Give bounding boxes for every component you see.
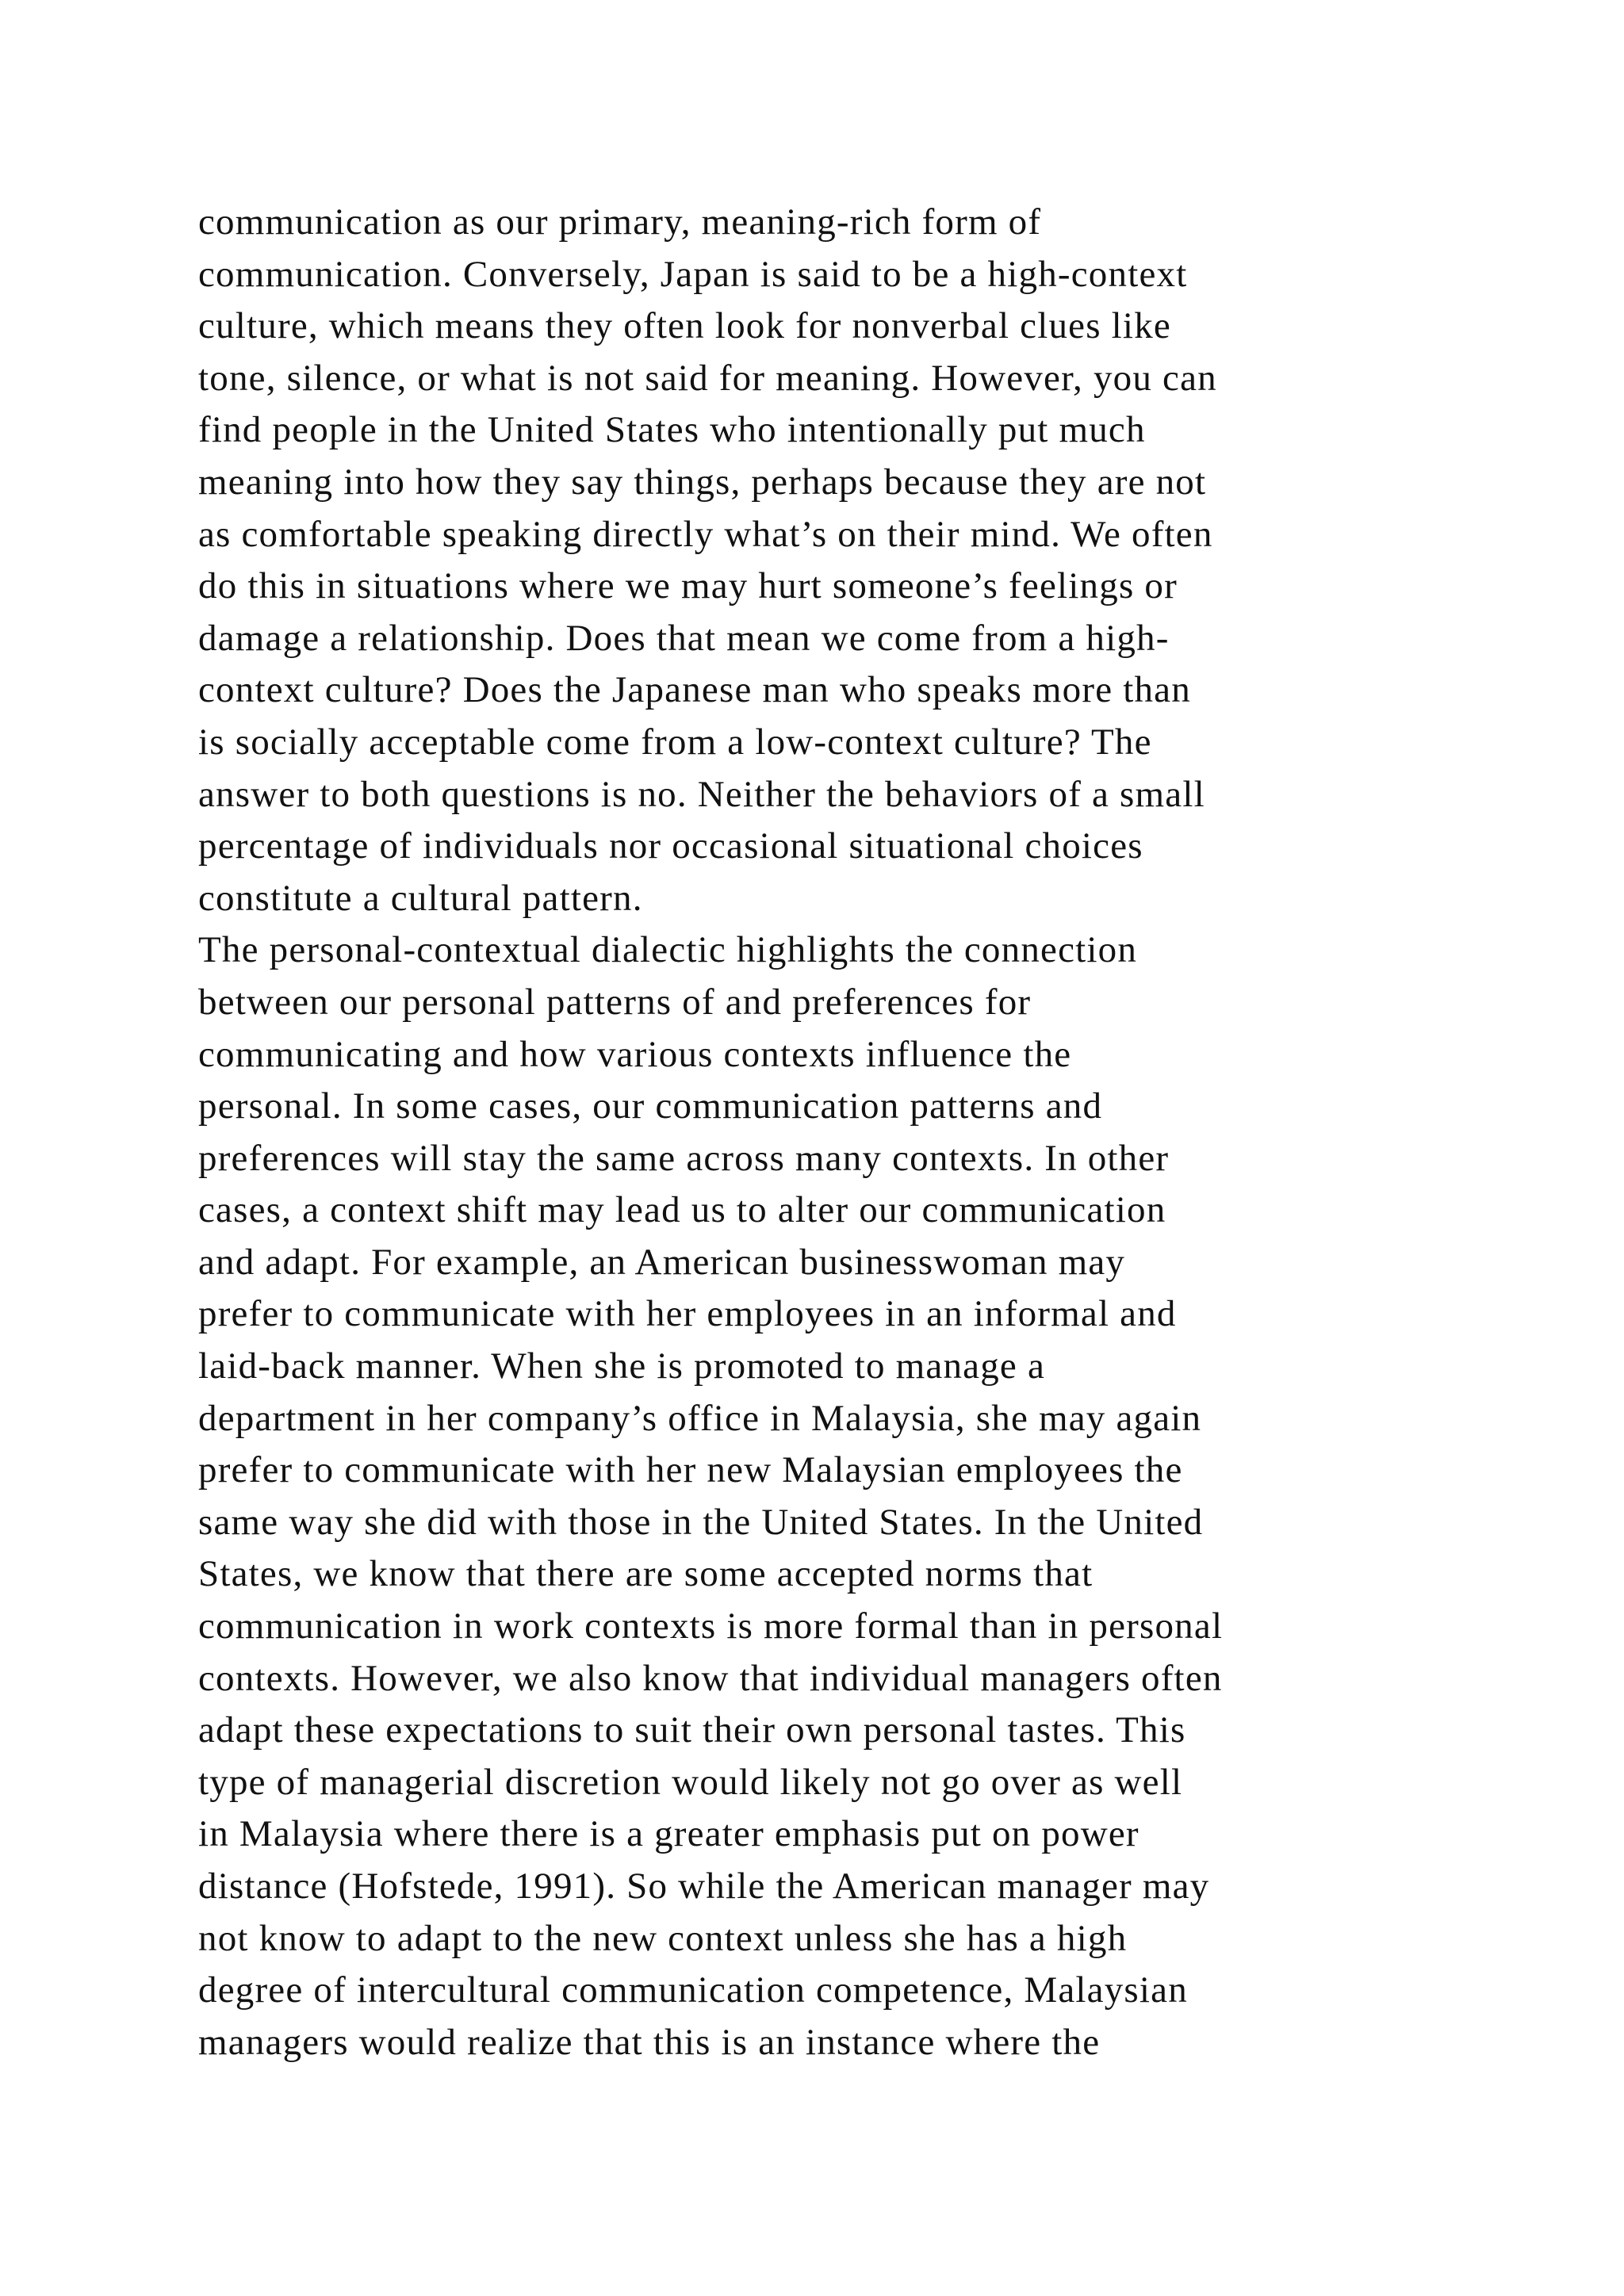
text-line: type of managerial discretion would likely not go over as well bbox=[198, 1761, 1183, 1803]
text-line: and adapt. For example, an American businesswoman may bbox=[198, 1241, 1126, 1283]
text-line: communication as our primary, meaning-rich form of bbox=[198, 201, 1042, 243]
text-line: between our personal patterns of and preferences for bbox=[198, 981, 1032, 1023]
text-line: constitute a cultural pattern. bbox=[198, 877, 643, 919]
body-text bbox=[198, 197, 1467, 2068]
text-line: as comfortable speaking directly what’s on their mind. We often bbox=[198, 513, 1213, 555]
text-line: answer to both questions is no. Neither the behaviors of a small bbox=[198, 773, 1205, 815]
text-line: personal. In some cases, our communication patterns and bbox=[198, 1085, 1103, 1127]
text-line: culture, which means they often look for nonverbal clues like bbox=[198, 305, 1171, 347]
text-line: laid-back manner. When she is promoted to manage a bbox=[198, 1345, 1045, 1387]
text-line: prefer to communicate with her employees in an informal and bbox=[198, 1293, 1177, 1335]
text-line: meaning into how they say things, perhaps because they are not bbox=[198, 461, 1207, 503]
text-line: States, we know that there are some accepted norms that bbox=[198, 1553, 1094, 1595]
text-line: degree of intercultural communication competence, Malaysian bbox=[198, 1969, 1188, 2011]
text-line: in Malaysia where there is a greater emphasis put on power bbox=[198, 1813, 1139, 1855]
text-line: percentage of individuals nor occasional situational choices bbox=[198, 825, 1143, 867]
text-line: do this in situations where we may hurt someone’s feelings or bbox=[198, 565, 1178, 607]
text-line: find people in the United States who intentionally put much bbox=[198, 409, 1146, 451]
text-line: context culture? Does the Japanese man who speaks more than bbox=[198, 669, 1191, 711]
text-line: communication in work contexts is more formal than in personal bbox=[198, 1605, 1224, 1647]
text-line: communication. Conversely, Japan is said to be a high-context bbox=[198, 253, 1188, 295]
text-line: prefer to communicate with her new Malaysian employees the bbox=[198, 1449, 1183, 1491]
text-line: contexts. However, we also know that individual managers often bbox=[198, 1657, 1223, 1699]
text-line: preferences will stay the same across many contexts. In other bbox=[198, 1137, 1170, 1179]
text-line: not know to adapt to the new context unless she has a high bbox=[198, 1917, 1128, 1959]
text-line: is socially acceptable come from a low-context culture? The bbox=[198, 721, 1152, 763]
text-line: tone, silence, or what is not said for meaning. However, you can bbox=[198, 357, 1217, 399]
text-line: The personal-contextual dialectic highlights the connection bbox=[198, 929, 1138, 971]
text-line: adapt these expectations to suit their own personal tastes. This bbox=[198, 1709, 1186, 1751]
text-line: communicating and how various contexts influence the bbox=[198, 1033, 1072, 1075]
text-line: same way she did with those in the United States. In the United bbox=[198, 1501, 1204, 1543]
text-line: distance (Hofstede, 1991). So while the American manager may bbox=[198, 1866, 1210, 1907]
text-line: department in her company’s office in Malaysia, she may again bbox=[198, 1397, 1202, 1439]
text-line: cases, a context shift may lead us to alter our communication bbox=[198, 1189, 1166, 1231]
text-line: damage a relationship. Does that mean we come from a high- bbox=[198, 617, 1170, 659]
text-line: managers would realize that this is an instance where the bbox=[198, 2021, 1101, 2063]
